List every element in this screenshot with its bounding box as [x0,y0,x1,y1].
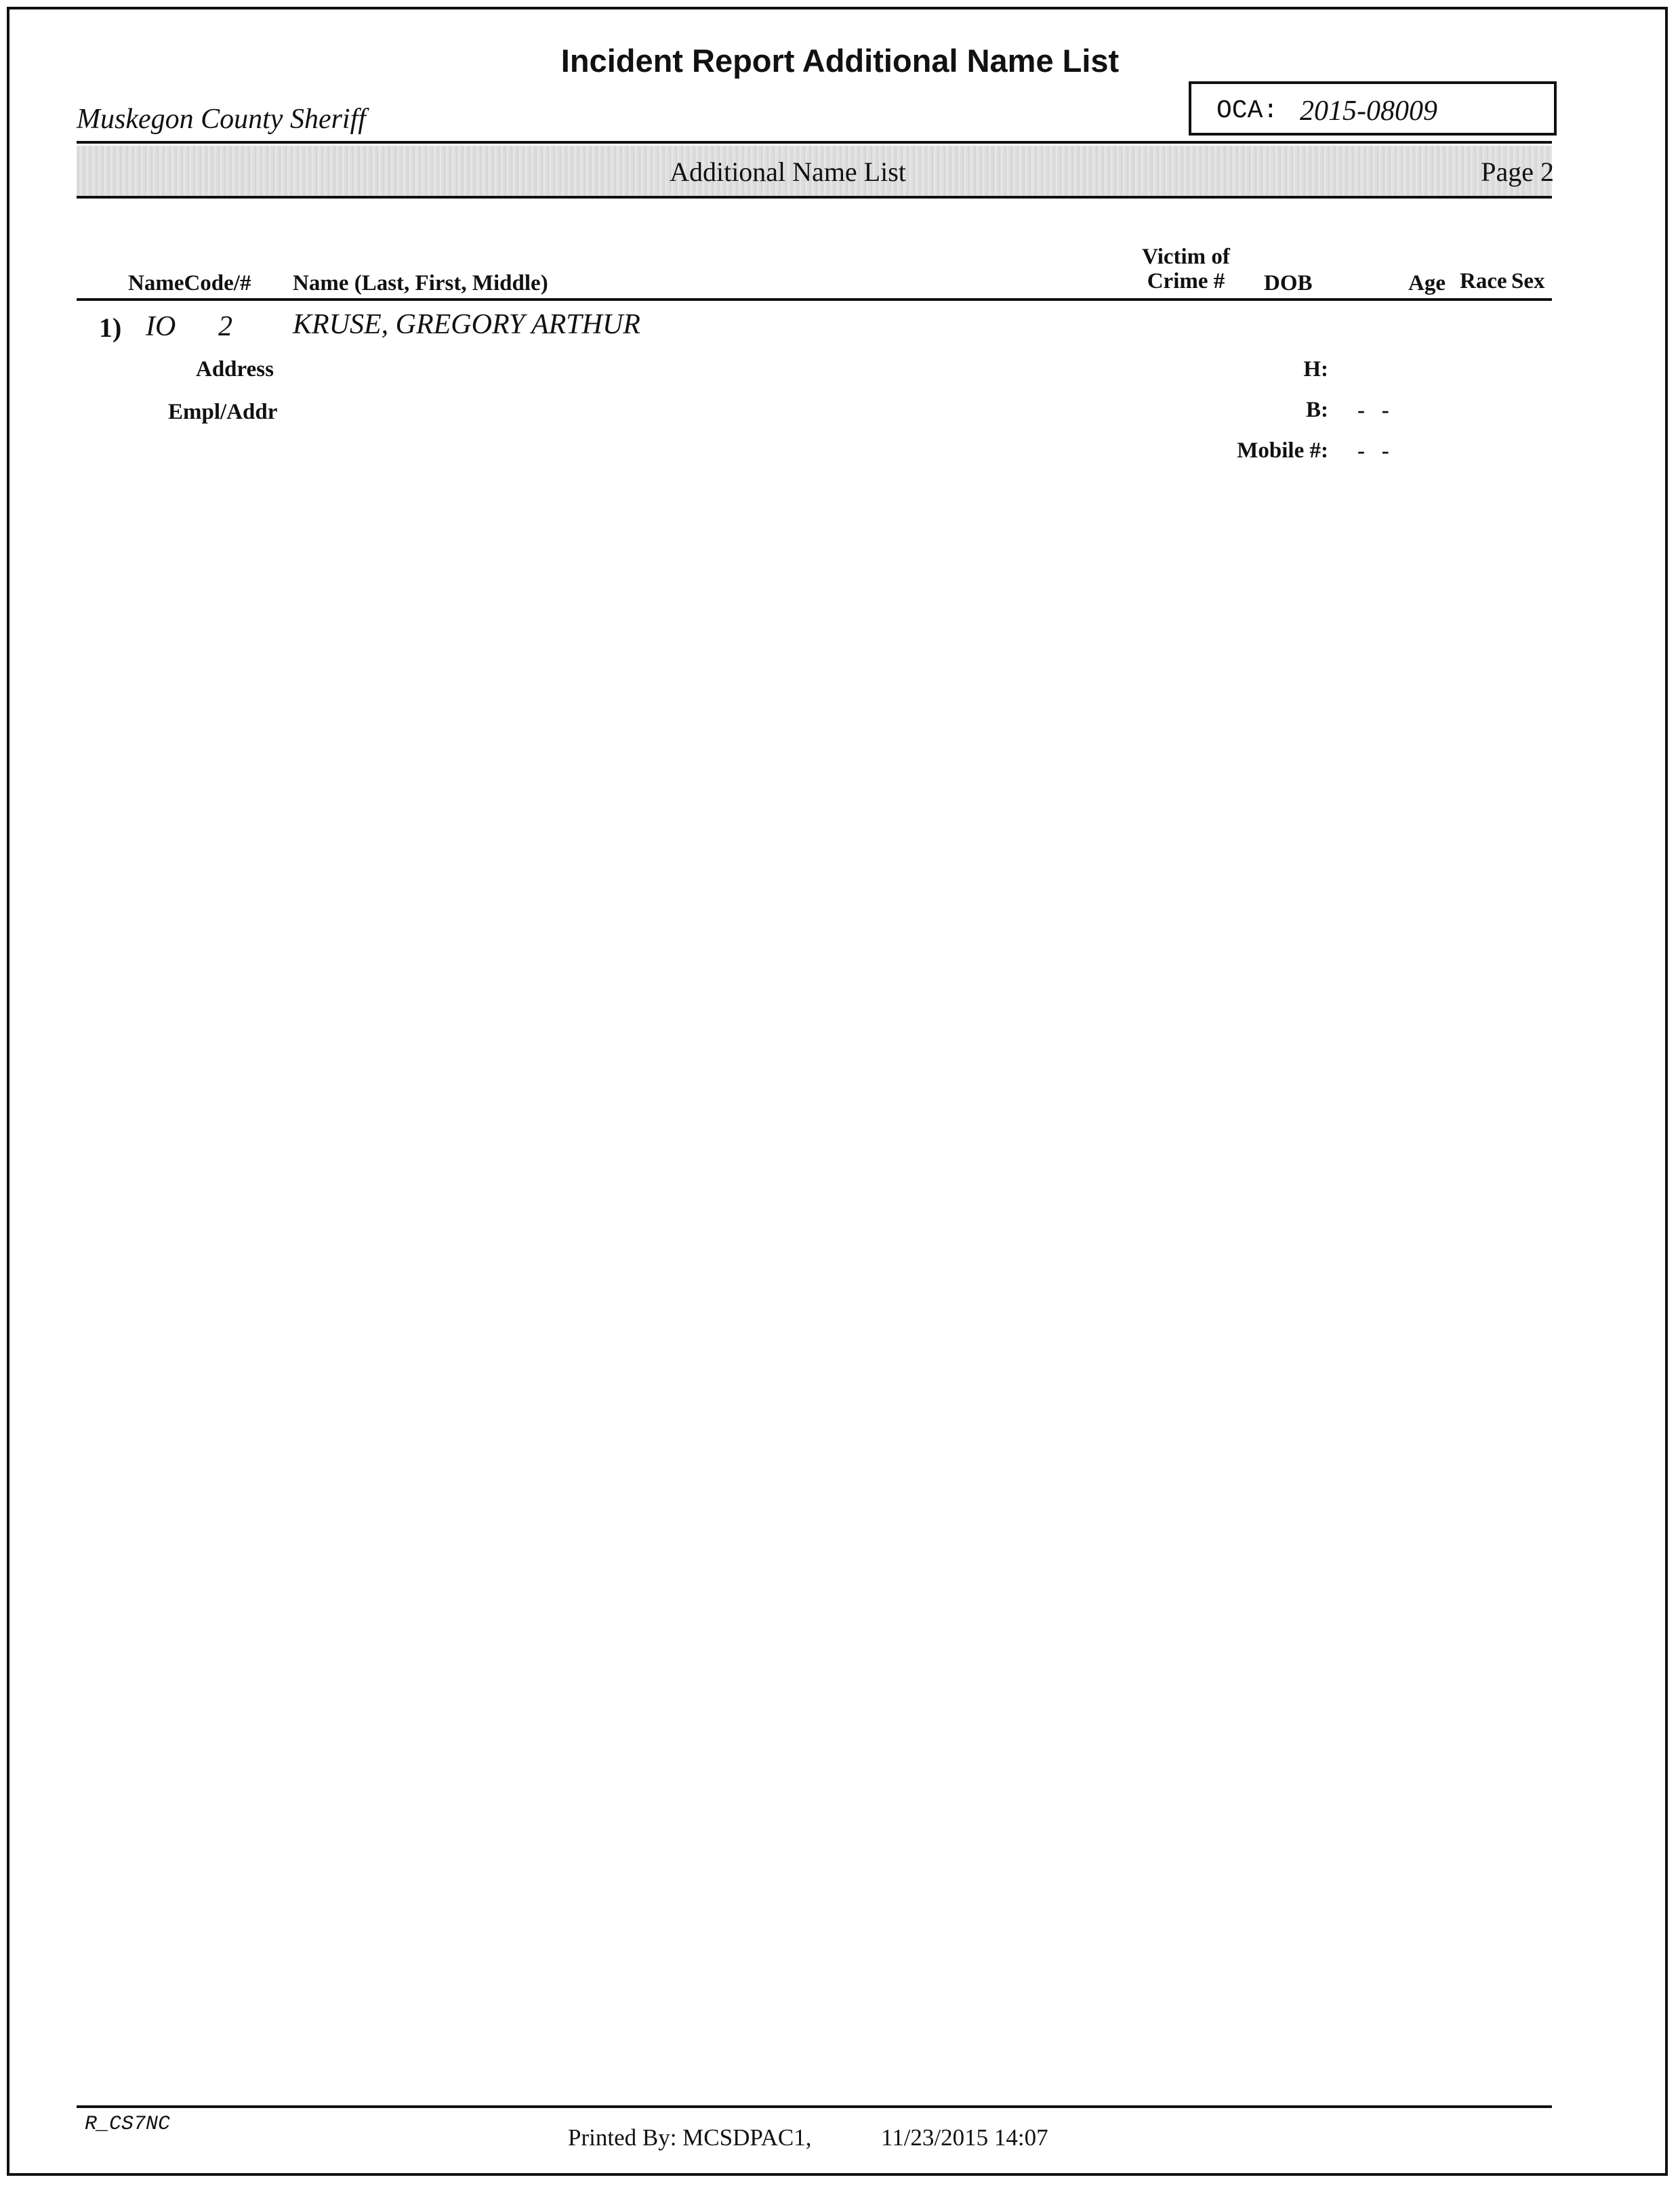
footer-rule [77,2105,1552,2108]
mobile-label: Mobile #: [1237,438,1328,463]
entry-code: IO [146,311,176,342]
printed-by: Printed By: MCSDPAC1, [568,2124,812,2151]
page-border [7,7,1668,2176]
col-namecode: NameCode/# [128,271,251,295]
col-age: Age [1408,271,1446,295]
report-title: Incident Report Additional Name List [560,43,1120,79]
col-sex: Sex [1511,269,1545,293]
page-number: Page 2 [1481,157,1554,187]
entry-index: 1) [99,312,122,343]
report-code: R_CS7NC [85,2113,171,2136]
printed-at: 11/23/2015 14:07 [881,2124,1048,2151]
employer-label: Empl/Addr [168,400,278,424]
oca-number: 2015-08009 [1300,96,1437,127]
oca-label: OCA: [1216,96,1279,125]
business-phone-value: - - [1357,398,1389,423]
mobile-value: - - [1357,439,1389,463]
address-label: Address [196,357,274,381]
column-header-rule [77,298,1552,301]
section-title: Additional Name List [670,157,906,187]
agency-name: Muskegon County Sheriff [77,104,366,135]
home-phone-label: H: [1303,357,1328,381]
col-dob: DOB [1264,271,1313,295]
business-phone-label: B: [1306,398,1328,422]
entry-number: 2 [218,311,232,342]
col-race: Race [1460,269,1507,293]
col-victim-line2: Crime # [1147,269,1225,293]
col-victim-line1: Victim of [1142,245,1230,269]
col-name: Name (Last, First, Middle) [293,271,548,295]
header-rule [77,141,1552,144]
entry-name: KRUSE, GREGORY ARTHUR [293,309,640,340]
